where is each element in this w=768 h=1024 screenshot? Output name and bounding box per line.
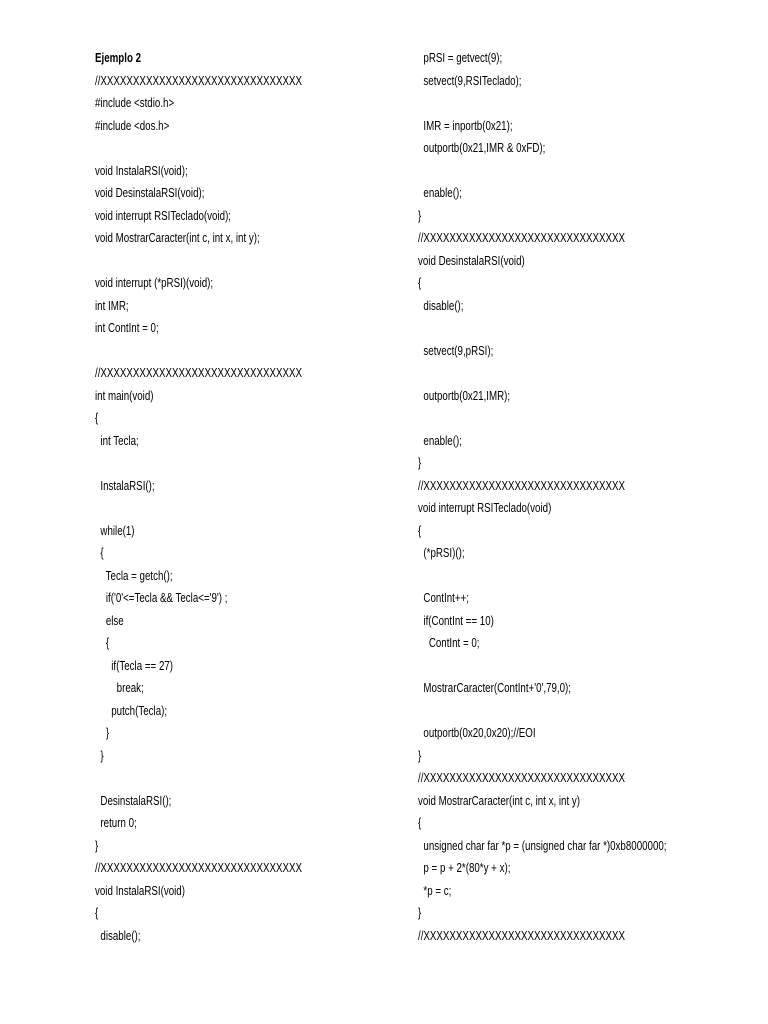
code-line: p = p + 2*(80*y + x); — [418, 861, 511, 875]
code-line — [418, 92, 675, 115]
code-line: *p = c; — [418, 883, 452, 898]
code-line — [95, 137, 352, 160]
code-line: } — [418, 208, 422, 223]
code-line: else — [95, 613, 124, 628]
code-line: //XXXXXXXXXXXXXXXXXXXXXXXXXXXXXXX — [418, 478, 626, 493]
code-line: int main(void) — [95, 388, 154, 403]
code-line: //XXXXXXXXXXXXXXXXXXXXXXXXXXXXXXX — [95, 861, 303, 875]
code-line: DesinstalaRSI(); — [95, 793, 172, 808]
code-line: MostrarCaracter(ContInt+'0',79,0); — [418, 681, 572, 695]
code-line: int IMR; — [95, 298, 129, 313]
code-line: } — [95, 748, 104, 763]
code-line: void interrupt RSITeclado(void); — [95, 208, 232, 223]
left-code-column — [95, 47, 425, 947]
code-line — [418, 655, 675, 678]
code-line: putch(Tecla); — [95, 703, 168, 718]
code-line: } — [95, 726, 110, 740]
code-line: void MostrarCaracter(int c, int x, int y); — [95, 231, 260, 245]
code-line — [95, 340, 352, 363]
code-line — [95, 250, 352, 273]
code-line: { — [418, 816, 422, 830]
code-line: outportb(0x21,IMR); — [418, 388, 511, 403]
code-line: return 0; — [95, 816, 137, 830]
code-line: //XXXXXXXXXXXXXXXXXXXXXXXXXXXXXXX — [95, 366, 303, 380]
code-line: { — [95, 411, 99, 425]
code-line: unsigned char far *p = (unsigned char far *)0xb8000000; — [418, 838, 667, 853]
code-line — [418, 565, 675, 588]
code-line: { — [95, 636, 110, 650]
code-line: break; — [95, 681, 144, 695]
code-line: } — [95, 838, 99, 853]
code-line: enable(); — [418, 186, 462, 200]
code-line: ContInt = 0; — [418, 636, 480, 650]
code-line: #include <dos.h> — [95, 118, 170, 133]
code-line: { — [95, 546, 104, 560]
code-line — [418, 362, 675, 385]
code-line: void DesinstalaRSI(void); — [95, 186, 205, 200]
code-line — [418, 407, 675, 430]
code-line: outportb(0x21,IMR & 0xFD); — [418, 141, 546, 155]
code-line: } — [418, 748, 422, 763]
code-line: //XXXXXXXXXXXXXXXXXXXXXXXXXXXXXXX — [418, 771, 626, 785]
code-line: if('0'<=Tecla && Tecla<='9') ; — [95, 591, 228, 605]
code-line: if(Tecla == 27) — [95, 658, 174, 673]
code-line — [95, 452, 352, 475]
code-line: void InstalaRSI(void); — [95, 163, 188, 178]
code-line: } — [418, 906, 422, 920]
code-line: void InstalaRSI(void) — [95, 883, 185, 898]
code-line: //XXXXXXXXXXXXXXXXXXXXXXXXXXXXXXX — [95, 73, 303, 88]
right-code-column — [418, 47, 748, 947]
code-line: Tecla = getch(); — [95, 568, 173, 583]
code-line: { — [95, 906, 99, 920]
code-line: int ContInt = 0; — [95, 321, 159, 335]
code-line: ContInt++; — [418, 591, 469, 605]
code-line: int Tecla; — [95, 433, 139, 448]
code-line: void DesinstalaRSI(void) — [418, 253, 525, 268]
code-line — [418, 160, 675, 183]
code-line: setvect(9,RSITeclado); — [418, 73, 522, 88]
code-line: //XXXXXXXXXXXXXXXXXXXXXXXXXXXXXXX — [418, 928, 626, 943]
code-line: void interrupt (*pRSI)(void); — [95, 276, 214, 290]
code-line — [418, 700, 675, 723]
code-line: outportb(0x20,0x20);//EOI — [418, 726, 536, 740]
code-line: disable(); — [418, 298, 464, 313]
code-line — [418, 317, 675, 340]
example-title: Ejemplo 2 — [95, 51, 142, 65]
code-line — [95, 497, 352, 520]
code-line: setvect(9,pRSI); — [418, 343, 494, 358]
code-line: void interrupt RSITeclado(void) — [418, 501, 552, 515]
code-line: disable(); — [95, 928, 141, 943]
code-line: { — [418, 523, 422, 538]
code-line — [95, 767, 352, 790]
code-line: while(1) — [95, 523, 135, 538]
code-line: if(ContInt == 10) — [418, 613, 494, 628]
code-line: { — [418, 276, 422, 290]
code-line: } — [418, 456, 422, 470]
code-line: (*pRSI)(); — [418, 546, 465, 560]
code-line: InstalaRSI(); — [95, 478, 155, 493]
code-line: IMR = inportb(0x21); — [418, 118, 513, 133]
code-line: pRSI = getvect(9); — [418, 51, 503, 65]
code-line: enable(); — [418, 433, 462, 448]
code-line: void MostrarCaracter(int c, int x, int y) — [418, 793, 581, 808]
code-line: //XXXXXXXXXXXXXXXXXXXXXXXXXXXXXXX — [418, 231, 626, 245]
code-line: #include <stdio.h> — [95, 96, 175, 110]
